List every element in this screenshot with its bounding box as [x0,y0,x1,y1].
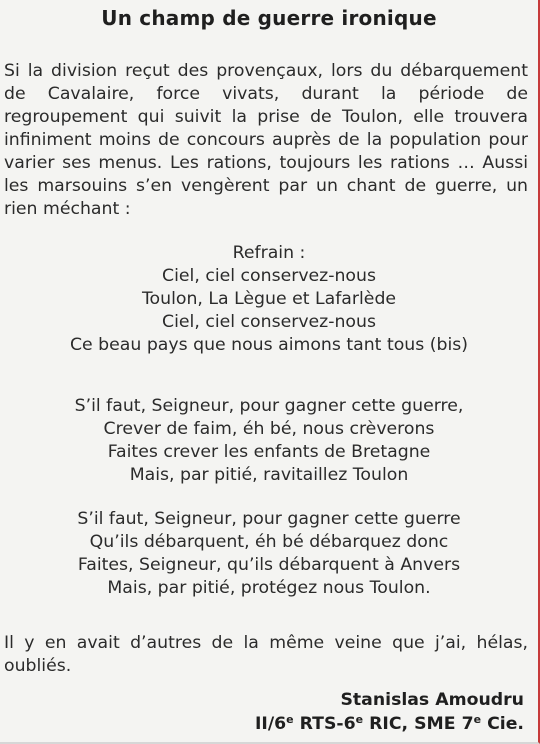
refrain-line: Ciel, ciel conservez-nous [162,266,376,286]
stanza-line: S’il faut, Seigneur, pour gagner cette guerre, [74,396,464,416]
signature-block [164,688,524,736]
author-unit [164,712,524,736]
intro-paragraph: Si la division reçut des provençaux, lors du débarquement de Cavalaire, force vivats, durant la période de regroupement qui suivit la prise de Toulon, elle trouvera infiniment moins de concours auprès de la population pour varier ses menus. Les rations, toujours les rations … Aussi les marsouins s’en vengèrent par un chant de guerre, un rien méchant : [4,61,528,219]
unit-part: RIC, SME 7 [363,714,474,734]
author-name: Stanislas Amoudru [340,690,524,710]
article-title: Un champ de guerre ironique [101,6,437,30]
refrain-block [0,242,538,357]
refrain-line: Ciel, ciel conservez-nous [162,312,376,332]
stanza-1 [0,395,538,487]
refrain-line: Ce beau pays que nous aimons tant tous (bis) [69,335,469,355]
refrain-heading: Refrain : [232,243,306,263]
stanza-line: S’il faut, Seigneur, pour gagner cette guerre [77,509,461,529]
stanza-line: Faites crever les enfants de Bretagne [107,442,431,462]
stanza-line: Mais, par pitié, ravitaillez Toulon [129,465,409,485]
refrain-line: Toulon, La Lègue et Lafarlède [141,289,397,309]
outro-paragraph: Il y en avait d’autres de la même veine que j’ai, hélas, oubliés. [4,633,528,676]
stanza-2 [0,508,538,600]
unit-part: Cie. [481,714,524,734]
stanza-line: Mais, par pitié, protégez nous Toulon. [107,578,431,598]
unit-part: II/6 [254,714,287,734]
unit-part: RTS-6 [293,714,356,734]
stanza-line: Crever de faim, éh bé, nous crèverons [103,419,435,439]
unit-superscript: e [355,713,364,726]
stanza-line: Faites, Seigneur, qu’ils débarquent à Anvers [77,555,461,575]
stanza-line: Qu’ils débarquent, éh bé débarquez donc [89,532,449,552]
unit-superscript: e [286,713,294,726]
unit-superscript: e [473,713,482,726]
